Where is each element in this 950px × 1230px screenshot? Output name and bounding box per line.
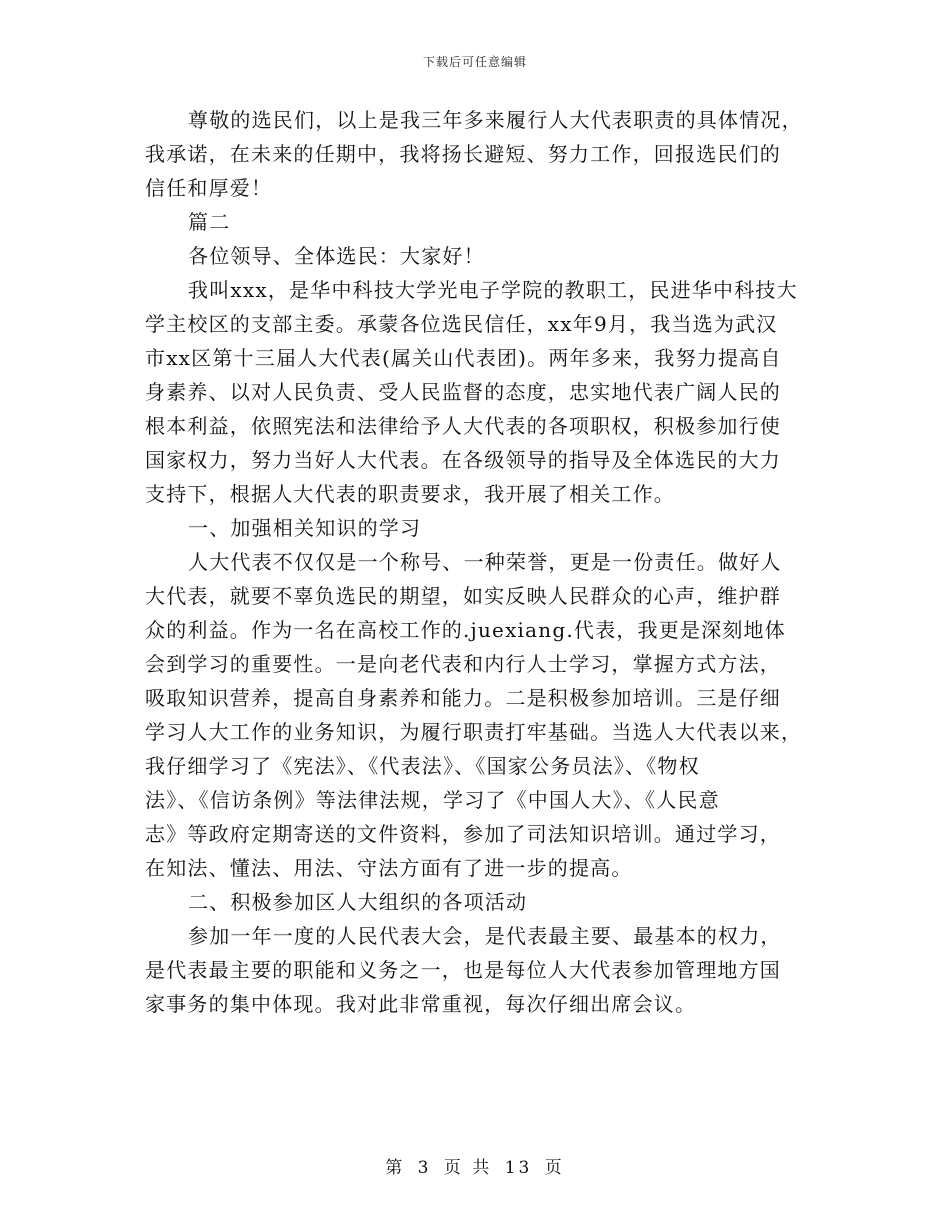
text-line: 学习人大工作的业务知识，为履行职责打牢基础。当选人大代表以来， <box>145 720 803 744</box>
text-line: 吸取知识营养，提高自身素养和能力。二是积极参加培训。三是仔细 <box>145 686 781 710</box>
text-line: 根本利益，依照宪法和法律给予人大代表的各项职权，积极参加行使 <box>145 414 781 438</box>
text-line: 法》、《信访条例》等法律法规，学习了《中国人大》、《人民意 <box>145 788 720 812</box>
text-line: 在知法、懂法、用法、守法方面有了进一步的提高。 <box>145 856 633 880</box>
text-line: 二、积极参加区人大组织的各项活动 <box>188 890 528 914</box>
text-line: 志》等政府定期寄送的文件资料，参加了司法知识培训。通过学习， <box>145 822 781 846</box>
text-line: 我承诺，在未来的任期中，我将扬长避短、努力工作，回报选民们的 <box>145 142 781 166</box>
text-line: 我仔细学习了《宪法》、《代表法》、《国家公务员法》、《物权 <box>145 754 700 778</box>
body-text <box>145 103 815 1021</box>
text-line: 是代表最主要的职能和义务之一，也是每位人大代表参加管理地方国 <box>145 958 781 982</box>
text-line: 大代表，就要不辜负选民的期望，如实反映人民群众的心声，维护群 <box>145 584 781 608</box>
text-line: 家事务的集中体现。我对此非常重视，每次仔细出席会议。 <box>145 992 697 1016</box>
footer-total-pages: 13 <box>504 1158 533 1178</box>
header-note: 下载后可任意编辑 <box>422 55 527 69</box>
text-line: 一、加强相关知识的学习 <box>188 516 422 540</box>
footer-prefix: 第 <box>385 1158 406 1178</box>
text-line: 人大代表不仅仅是一个称号、一种荣誉，更是一份责任。做好人 <box>188 550 782 574</box>
text-line: 支持下，根据人大代表的职责要求，我开展了相关工作。 <box>145 482 675 506</box>
text-line: 篇二 <box>188 210 231 234</box>
text-line: 众的利益。作为一名在高校工作的.juexiang.代表，我更是深刻地体 <box>145 618 786 642</box>
text-line: 身素养、以对人民负责、受人民监督的态度，忠实地代表广阔人民的 <box>145 380 781 404</box>
text-line: 我叫xxx，是华中科技大学光电子学院的教职工，民进华中科技大 <box>188 278 798 302</box>
text-line: 国家权力，努力当好人大代表。在各级领导的指导及全体选民的大力 <box>145 448 781 472</box>
text-line: 参加一年一度的人民代表大会，是代表最主要、最基本的权力， <box>188 924 782 948</box>
text-line: 市xx区第十三届人大代表(属关山代表团)。两年多来，我努力提高自 <box>145 346 782 370</box>
page-footer <box>0 1153 950 1178</box>
text-line: 信任和厚爱！ <box>145 176 273 200</box>
text-line: 会到学习的重要性。一是向老代表和内行人士学习，掌握方式方法， <box>145 652 781 676</box>
text-line: 尊敬的选民们，以上是我三年多来履行人大代表职责的具体情况， <box>188 108 803 132</box>
text-line: 学主校区的支部主委。承蒙各位选民信任，xx年9月，我当选为武汉 <box>145 312 778 336</box>
footer-current-page: 3 <box>417 1158 432 1178</box>
text-line: 各位领导、全体选民：大家好！ <box>188 244 485 268</box>
footer-middle: 页 共 <box>443 1158 493 1178</box>
footer-suffix: 页 <box>544 1158 565 1178</box>
